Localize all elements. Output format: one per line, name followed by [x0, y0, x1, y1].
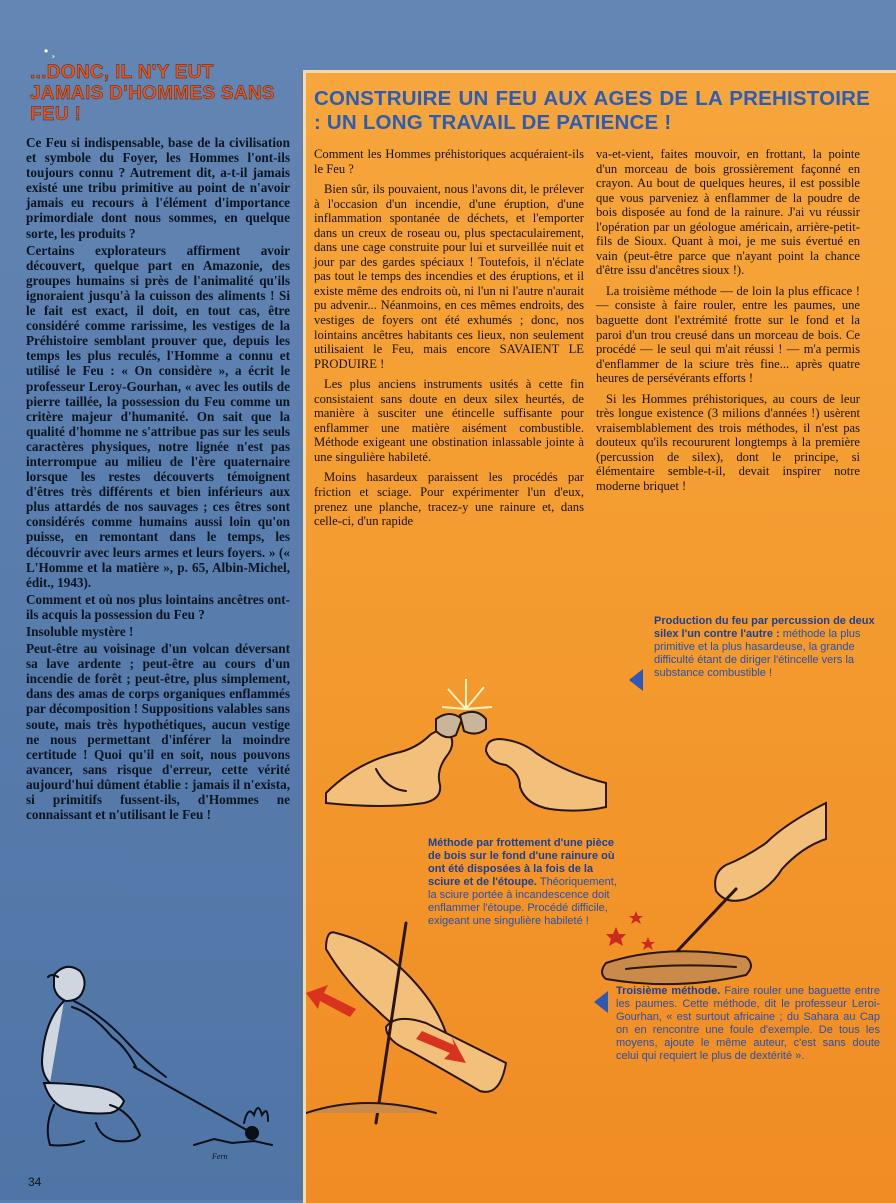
mid-paragraph: Les plus anciens instruments usités à cette fin consistaient sans doute en deux silex heurtés, de manière à susciter une étincelle suffisante pour enflammer une matière aisément combustible. Méthode exigeant une obstination inlassable jointe à une singulière habileté.	[314, 377, 584, 464]
right-column-text	[596, 147, 860, 500]
artist-signature: Fern	[212, 1152, 228, 1161]
mid-paragraph: Comment les Hommes préhistoriques acquéraient-ils le Feu ?	[314, 147, 584, 176]
flint-percussion-illustration	[316, 673, 616, 823]
middle-column-text	[314, 147, 584, 535]
caption-pointer-icon	[594, 991, 608, 1013]
left-paragraph: Peut-être au voisinage d'un volcan déversant sa lave ardente ; peut-être au cours d'un incendie de forêt ; peut-être, plus simplement, dans des amas de corps organiques enflammés par décomposition ! Suppositions valables sans soute, mais très hypothétiques, aucun vestige ne nous permettant d'inférer la moindre certitude ! Quoi qu'il en soit, nous pouvons avancer, sans risque d'erreur, cette vérité aujourd'hui dûment établie : jamais il n'exista, si primitifs fussent-ils, d'Hommes ne connaissant et n'utilisant le Feu !	[26, 641, 290, 823]
caption-troisieme-body: Faire rouler une baguette entre les paumes. Cette méthode, dit le professeur Leroi-Gourhan, « est surtout africaine ; du Sahara au Cap on en rencontre une foule d'exemple. De tous les moyens, ajoute le même auteur, c'est sans doute celui qui requiert le plus de dextérité ».	[616, 985, 881, 1062]
caption-frottement-body: Théoriquement, la sciure portée à incandescence doit enflammer l'étoupe. Procédé difficile, exigeant une singulière habileté !	[428, 876, 617, 927]
right-paragraph: Si les Hommes préhistoriques, au cours de leur très longue existence (3 milions d'années !) usèrent vraisemblablement des trois méthodes, il n'est pas douteux qu'ils recoururent longtemps à la première (percussion de silex), dont le principe, si élémentaire semble-t-il, devait inspirer notre moderne briquet !	[596, 391, 860, 494]
caption-percussion	[654, 615, 884, 680]
caption-frottement-title: Méthode par frottement d'une pièce de bois sur le fond d'une rainure où ont été disposées à la fois de la sciure et de l'étoupe.	[428, 837, 615, 888]
caption-percussion-title: Production du feu par percussion de deux silex l'un contre l'autre :	[654, 615, 875, 640]
friction-groove-illustration	[596, 793, 836, 1013]
orange-panel	[303, 70, 896, 1203]
caption-pointer-icon	[629, 669, 643, 691]
panel-title: CONSTRUIRE UN FEU AUX AGES DE LA PREHISTOIRE : UN LONG TRAVAIL DE PATIENCE !	[314, 87, 870, 134]
left-paragraph: Insoluble mystère !	[26, 624, 134, 639]
corner-mark: • ¸	[44, 44, 56, 58]
left-paragraph: Comment et où nos plus lointains ancêtres ont-ils acquis la possession du Feu ?	[26, 591, 290, 622]
caveman-illustration	[14, 955, 294, 1155]
left-article-text	[26, 135, 290, 822]
page-number: 34	[28, 1175, 42, 1189]
caption-percussion-body: méthode la plus primitive et la plus hasardeuse, la grande difficulté étant de diriger l'étincelle vers la substance combustible !	[654, 628, 861, 679]
palm-rolling-illustration	[306, 913, 546, 1133]
left-paragraph: Ce Feu si indispensable, base de la civilisation et symbole du Foyer, les Hommes l'ont-ils toujours connu ? Autrement dit, a-t-il jamais existé une tribu primitive au point de n'avoir jamais eu recours à l'élément d'importance primordiale dont nous sommes, en quelque sorte, les produits ?	[26, 135, 290, 241]
headline: ...DONC, IL N'Y EUT JAMAIS D'HOMMES SANS FEU !	[30, 62, 275, 125]
right-paragraph: La troisième méthode — de loin la plus efficace ! — consiste à faire rouler, entre les paumes, une baguette dont l'extrémité frotte sur le fond et la paroi d'un trou creusé dans un morceau de bois. Ce procédé — le seul qui m'ait réussi ! — m'a permis d'enflammer de la sciure très fine... après quatre heures de persévérants efforts !	[596, 283, 860, 386]
mid-paragraph: Moins hasardeux paraissent les procédés par friction et sciage. Pour expérimenter l'un d'eux, prenez une planche, tracez-y une rainure et, dans celle-ci, d'un rapide	[314, 470, 584, 529]
mid-paragraph: Bien sûr, ils pouvaient, nous l'avons dit, le prélever à l'occasion d'un incendie, d'une éruption, d'une inflammation spontanée de déchets, et l'emporter dans un creux de roseau ou, plus spectaculairement, dans une cage construite pour lui et surveillée nuit et jour par des gardes spéciaux ! Toutefois, il n'éclate pas tout le temps des incendies et des éruptions, et il existe même des endroits où, ni l'un ni l'autre n'aurait pu advenir... Néanmoins, en ces mêmes endroits, des vestiges de foyers ont été exhumés ; donc, nos lointains ancêtres habitants ces lieux, non seulement utilisaient le Feu, mais encore SAVAIENT LE PRODUIRE !	[314, 182, 584, 371]
caption-troisieme-title: Troisième méthode.	[616, 985, 721, 997]
left-paragraph: Certains explorateurs affirment avoir découvert, quelque part en Amazonie, des groupes humains si près de l'animalité qu'ils ignoraient jusqu'à la cuisson des aliments ! Si le fait est exact, il doit, en tout cas, être considéré comme rarissime, les vestiges de la Préhistoire semblant prouver que, depuis les temps les plus reculés, l'Homme a connu et utilisé le Feu : « On considère », a écrit le professeur Leroy-Gourhan, « avec les outils de pierre taillée, la possession du Feu comme un critère majeur d'humanité. On sait que la qualité d'homme ne s'attribue pas sur les seuls caractères physiques, notre lignée n'est pas interrompue au milieu de l'ère quaternaire lorsque les restes découverts témoignent d'êtres très différents et bien inférieurs aux plus attardés de nos sauvages ; ces êtres sont considérés comme humains aussi loin qu'on puisse, en remontant dans le temps, les découvrir avec leurs armes et leurs foyers. » (« L'Homme et la matière », p. 65, Albin-Michel, édit., 1943).	[26, 242, 290, 590]
right-paragraph: va-et-vient, faites mouvoir, en frottant, la pointe d'un morceau de bois grossièrement façonné en crayon. Au bout de quelques heures, il est possible que vous parveniez à enflammer de la poudre de bois disposée au fond de la rainure. J'ai vu réussir l'opération par un géologue américain, arrière-petit-fils de Sioux. Quant à moi, je me suis évertué en vain (peut-être parce que n'ayant point la chance d'être issu d'ancêtres sioux !).	[596, 147, 860, 278]
caption-troisieme	[616, 985, 880, 1063]
left-column	[26, 62, 290, 824]
